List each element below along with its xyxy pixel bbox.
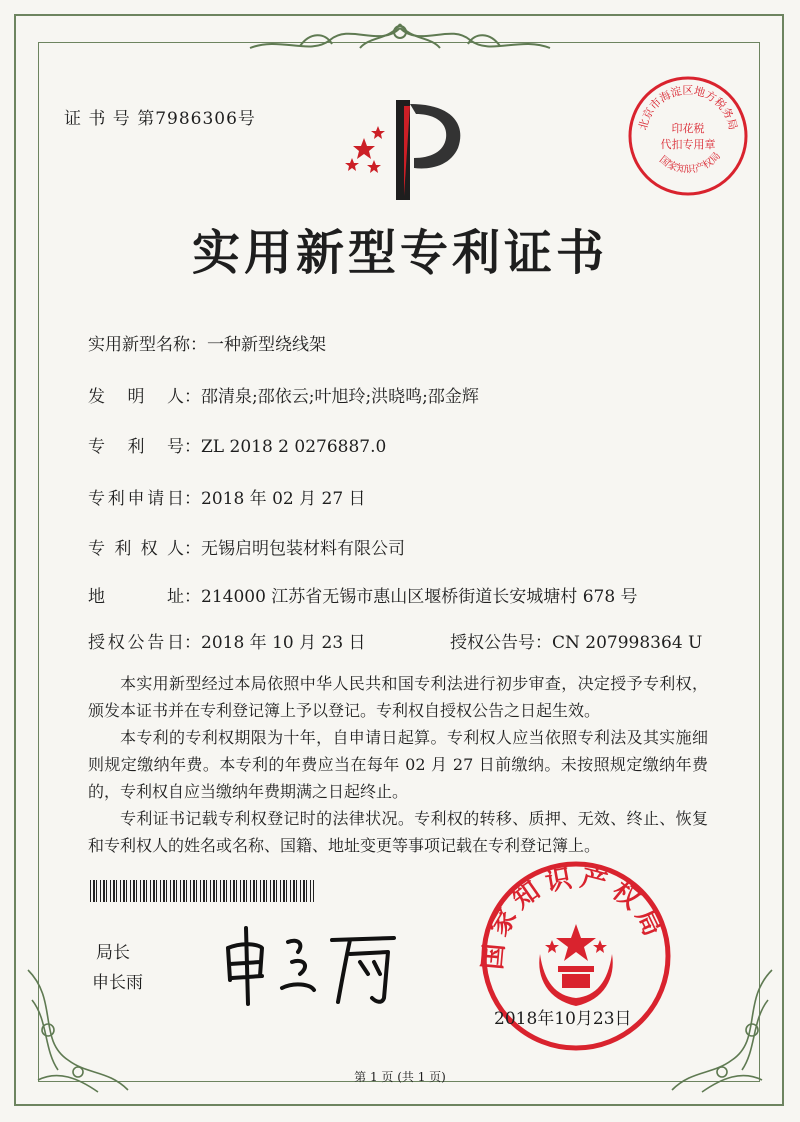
certificate-number: 证 书 号 第7986306号 xyxy=(64,109,256,129)
grant-pub-no-label: 授权公告号 xyxy=(450,633,535,653)
certificate-body xyxy=(88,670,708,859)
grant-date-label: 授权公告日 xyxy=(88,633,184,653)
director-signature-icon xyxy=(218,918,408,1008)
tax-seal-line1: 印花税 xyxy=(671,122,705,135)
grant-date-value: 2018 年 10 月 23 日 xyxy=(201,633,366,653)
filing-date-value: 2018 年 02 月 27 日 xyxy=(201,489,366,509)
director-name: 申长雨 xyxy=(92,973,143,993)
patent-office-logo-icon xyxy=(334,96,474,206)
tax-seal-line2: 代扣专用章 xyxy=(660,138,716,151)
body-paragraph-2: 本专利的专利权期限为十年，自申请日起算。专利权人应当依照专利法及其实施细则规定缴纳年费。本专利的年费应当在每年 02 月 27 日前缴纳。未按照规定缴纳年费的，专利权自应当缴纳年费期满之日起终止。 xyxy=(88,728,708,801)
director-title: 局长 xyxy=(96,943,130,963)
filing-date-row: 专利申请日：2018 年 02 月 27 日 xyxy=(88,484,366,509)
address-row: 地址：214000 江苏省无锡市惠山区堰桥街道长安城塘村 678 号 xyxy=(88,582,638,607)
body-paragraph-1: 本实用新型经过本局依照中华人民共和国专利法进行初步审查，决定授予专利权，颁发本证书并在专利登记簿上予以登记。专利权自授权公告之日起生效。 xyxy=(88,674,708,720)
body-paragraph-3: 专利证书记载专利权登记时的法律状况。专利权的转移、质押、无效、终止、恢复和专利权人的姓名或名称、国籍、地址变更等事项记载在专利登记簿上。 xyxy=(88,809,708,855)
inventor-value: 邵清泉;邵依云;叶旭玲;洪晓鸣;邵金辉 xyxy=(201,387,479,407)
grant-pub-no-value: CN 207998364 U xyxy=(552,633,703,653)
svg-text:国家知识产权局 xyxy=(478,862,670,971)
address-label: 地址 xyxy=(88,587,184,607)
filing-date-label: 专利申请日 xyxy=(88,489,184,509)
stamp-date: 2018年10月23日 xyxy=(494,1009,632,1029)
patent-no-label: 专利号 xyxy=(88,437,184,457)
holder-label: 专利权人 xyxy=(88,539,184,559)
tax-seal-bottom-text: 国家知识产权局 xyxy=(657,150,723,176)
holder-row: 专利权人：无锡启明包装材料有限公司 xyxy=(88,534,405,559)
seal-text: 国家知识产权局 xyxy=(478,862,671,971)
name-label: 实用新型名称 xyxy=(88,335,190,355)
tax-seal-outer-text: 北京市海淀区地方税务局 xyxy=(636,83,740,132)
tax-seal-icon xyxy=(624,72,752,200)
svg-text:国家知识产权局 xyxy=(657,150,723,176)
name-row: 实用新型名称：一种新型绕线架 xyxy=(88,335,326,355)
grant-pub-no-row: 授权公告号：CN 207998364 U xyxy=(450,633,703,653)
page-number: 第 1 页 (共 1 页) xyxy=(354,1070,446,1084)
grant-date-row: 授权公告日：2018 年 10 月 23 日 xyxy=(88,628,366,653)
name-value: 一种新型绕线架 xyxy=(207,335,326,355)
address-value: 214000 江苏省无锡市惠山区堰桥街道长安城塘村 678 号 xyxy=(201,587,638,607)
barcode xyxy=(90,880,314,902)
inventor-row: 发明人：邵清泉;邵依云;叶旭玲;洪晓鸣;邵金辉 xyxy=(88,382,479,407)
patent-no-value: ZL 2018 2 0276887.0 xyxy=(201,437,387,457)
patent-no-row: 专利号：ZL 2018 2 0276887.0 xyxy=(88,432,386,457)
inventor-label: 发明人 xyxy=(88,387,184,407)
top-ornament-icon xyxy=(240,18,560,68)
holder-value: 无锡启明包装材料有限公司 xyxy=(201,539,405,559)
certificate-title: 实用新型专利证书 xyxy=(191,225,608,281)
